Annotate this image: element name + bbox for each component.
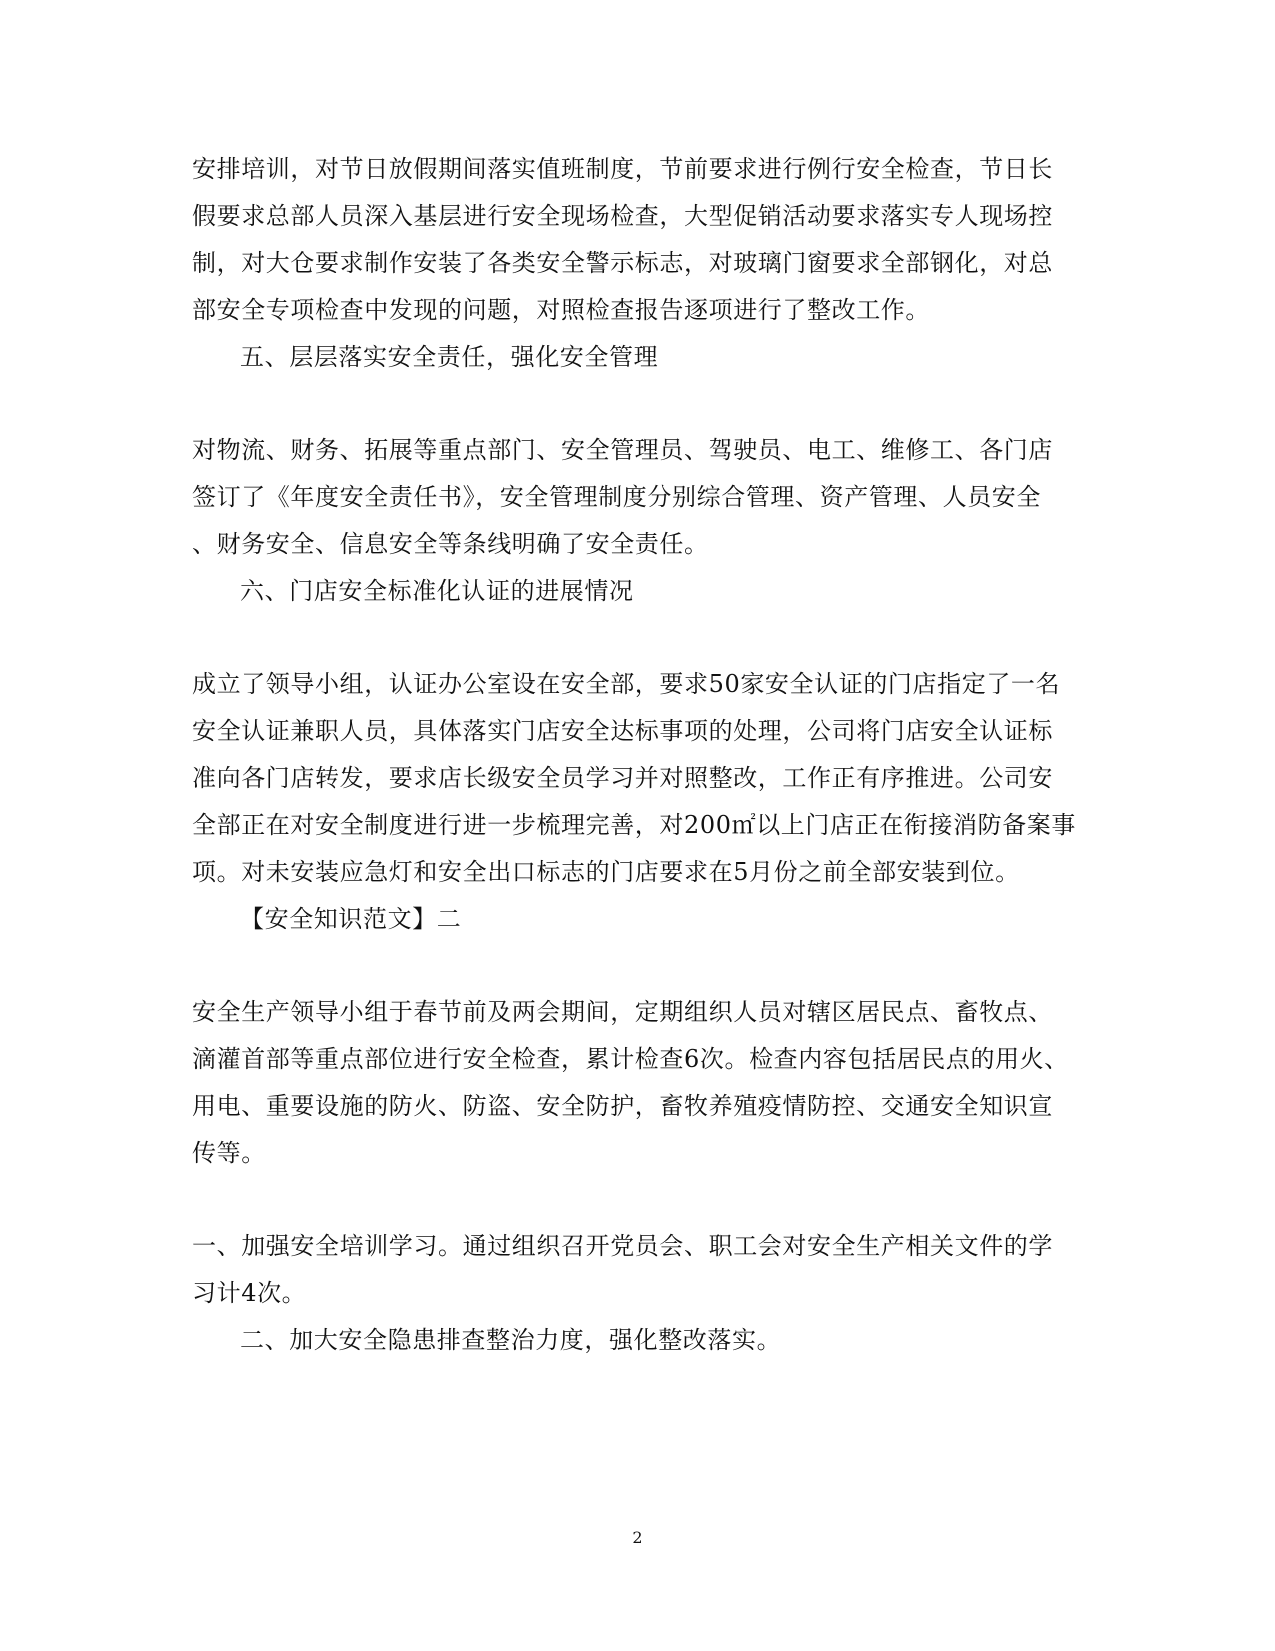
paragraph-line: 一、加强安全培训学习。通过组织召开党员会、职工会对安全生产相关文件的学 xyxy=(192,1232,1053,1260)
paragraph-line: 部安全专项检查中发现的问题，对照检查报告逐项进行了整改工作。 xyxy=(192,296,930,324)
page-number: 2 xyxy=(632,1528,643,1547)
paragraph-line: 安全认证兼职人员，具体落实门店安全达标事项的处理，公司将门店安全认证标 xyxy=(192,717,1053,745)
paragraph-line: 、财务安全、信息安全等条线明确了安全责任。 xyxy=(192,530,709,558)
paragraph-line: 安全生产领导小组于春节前及两会期间，定期组织人员对辖区居民点、畜牧点、 xyxy=(192,998,1053,1026)
paragraph-line: 对物流、财务、拓展等重点部门、安全管理员、驾驶员、电工、维修工、各门店 xyxy=(192,436,1053,464)
paragraph-line: 滴灌首部等重点部位进行安全检查，累计检查6次。检查内容包括居民点的用火、 xyxy=(192,1045,1069,1073)
section-heading: 二、加大安全隐患排查整治力度，强化整改落实。 xyxy=(240,1326,782,1354)
paragraph-line: 全部正在对安全制度进行进一步梳理完善，对200㎡以上门店正在衔接消防备案事 xyxy=(192,811,1077,839)
section-heading: 六、门店安全标准化认证的进展情况 xyxy=(240,577,634,605)
section-heading: 【安全知识范文】二 xyxy=(240,905,462,933)
paragraph-line: 项。对未安装应急灯和安全出口标志的门店要求在5月份之前全部安装到位。 xyxy=(192,858,1020,886)
paragraph-line: 准向各门店转发，要求店长级安全员学习并对照整改，工作正有序推进。公司安 xyxy=(192,764,1053,792)
paragraph-line: 传等。 xyxy=(192,1139,266,1167)
paragraph-line: 制，对大仓要求制作安装了各类安全警示标志，对玻璃门窗要求全部钢化，对总 xyxy=(192,249,1053,277)
paragraph-line: 习计4次。 xyxy=(192,1279,307,1307)
paragraph-line: 安排培训，对节日放假期间落实值班制度，节前要求进行例行安全检查，节日长 xyxy=(192,155,1053,183)
paragraph-line: 假要求总部人员深入基层进行安全现场检查，大型促销活动要求落实专人现场控 xyxy=(192,202,1053,230)
section-heading: 五、层层落实安全责任，强化安全管理 xyxy=(240,343,659,371)
paragraph-line: 成立了领导小组，认证办公室设在安全部，要求50家安全认证的门店指定了一名 xyxy=(192,670,1061,698)
paragraph-line: 签订了《年度安全责任书》，安全管理制度分别综合管理、资产管理、人员安全 xyxy=(192,483,1041,511)
paragraph-line: 用电、重要设施的防火、防盗、安全防护，畜牧养殖疫情防控、交通安全知识宣 xyxy=(192,1092,1053,1120)
